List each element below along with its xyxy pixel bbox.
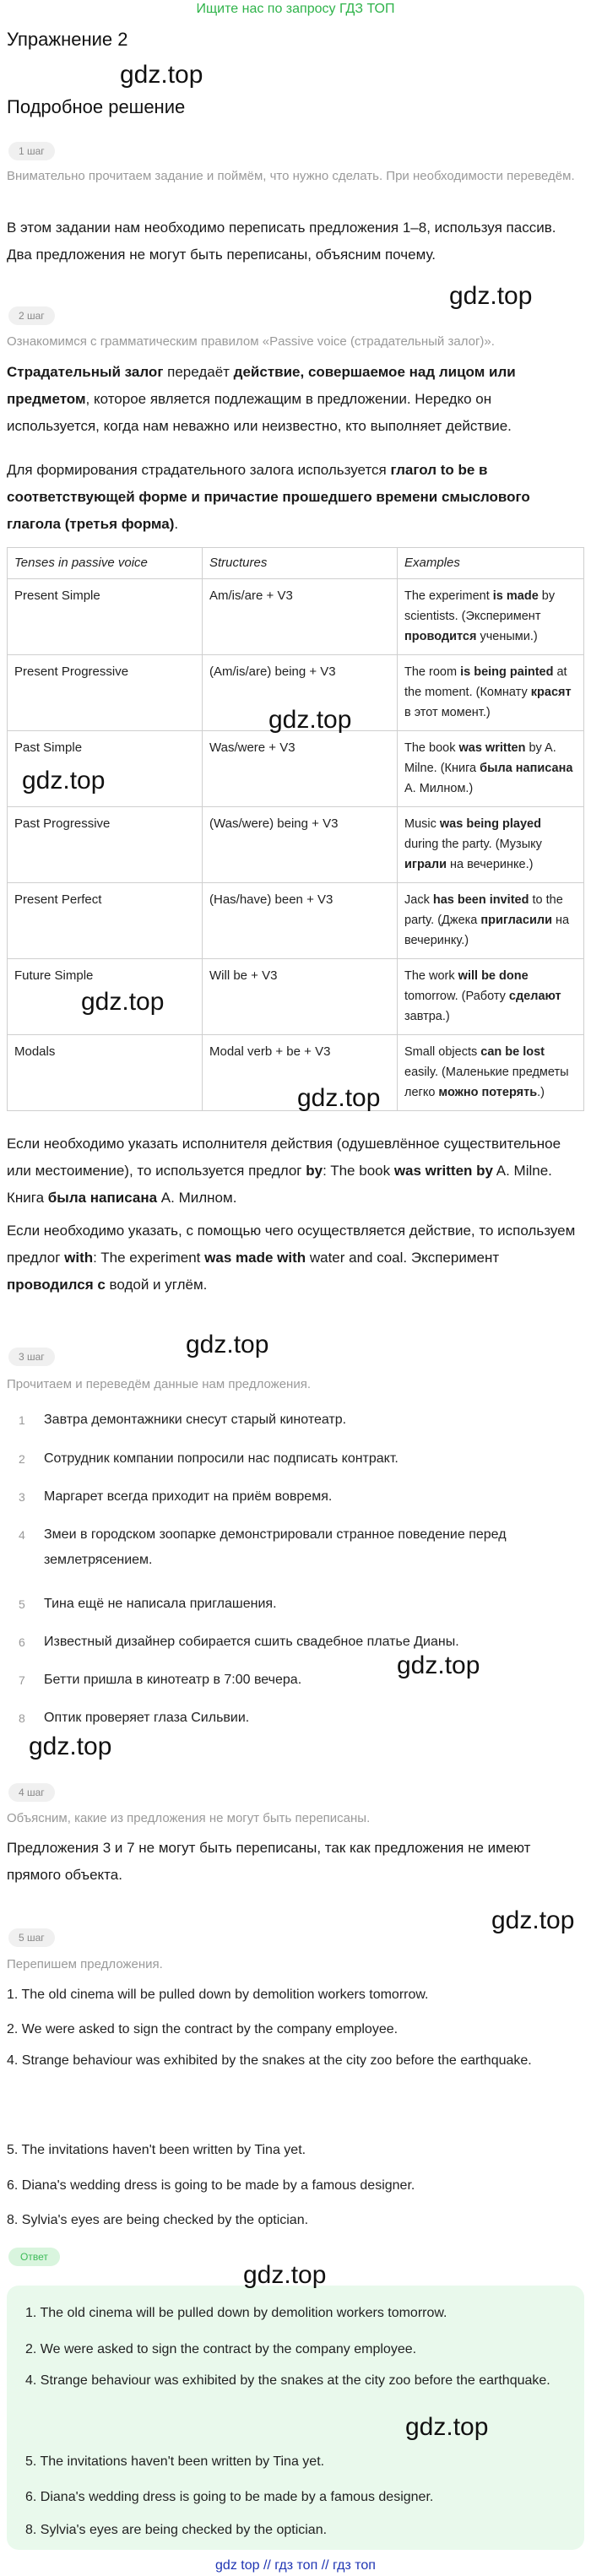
tense-cell: Present Perfect	[8, 883, 203, 959]
step-badge-5: 5 шаг	[8, 1928, 55, 1947]
example-cell: Music was being played during the party. (Музыку играли на вечеринке.)	[398, 807, 584, 883]
answer-sentence: 4. Strange behaviour was exhibited by the snakes at the city zoo before the earthquake.	[25, 2373, 550, 2388]
table-row	[8, 883, 584, 959]
watermark: gdz.top	[268, 706, 352, 734]
watermark: gdz.top	[297, 1084, 381, 1112]
step3-note: Прочитаем и переведём данные нам предложения.	[7, 1377, 311, 1391]
answer-sentence: 5. The invitations haven't been written by Tina yet.	[25, 2454, 325, 2469]
instrument-rule: Если необходимо указать, с помощью чего осуществляется действие, то используем предлог with: The experiment was made with water and coal. Эксперимент проводился с водой и углём.	[7, 1223, 576, 1293]
structure-cell: Am/is/are + V3	[203, 579, 398, 655]
agent-rule: Если необходимо указать исполнителя действия (одушевлённое существительное или местоимение), то используется предлог by: The book was written by A. Milne. Книга была написана А. Милном.	[7, 1136, 561, 1206]
rewritten-sentence: 6. Diana's wedding dress is going to be made by a famous designer.	[7, 2178, 415, 2193]
example-cell: The work will be done tomorrow. (Работу сделают завтра.)	[398, 959, 584, 1035]
watermark: gdz.top	[186, 1331, 269, 1359]
page-title: Упражнение 2	[7, 29, 128, 50]
tense-cell: Future Simple	[8, 959, 203, 1035]
table-row	[8, 1035, 584, 1111]
example-cell: The experiment is made by scientists. (Эксперимент проводится учеными.)	[398, 579, 584, 655]
promo-banner[interactable]: Ищите нас по запросу ГДЗ ТОП	[196, 2, 395, 16]
footer-links[interactable]: gdz top // гдз топ // гдз топ	[215, 2558, 376, 2573]
tense-cell: Present Progressive	[8, 655, 203, 731]
step4-text: Предложения 3 и 7 не могут быть переписаны, так как предложения не имеют прямого объекта.	[7, 1840, 531, 1883]
passive-definition: Страдательный залог передаёт действие, совершаемое над лицом или предметом, которое является подлежащим в предложении. Нередко он используется, когда нам неважно или неизвестно, кто выполняет действие.	[7, 364, 516, 434]
example-cell: Small objects can be lost easily. (Маленькие предметы легко можно потерять.)	[398, 1035, 584, 1111]
answer-badge: Ответ	[8, 2248, 60, 2266]
step4-note: Объясним, какие из предложения не могут быть переписаны.	[7, 1811, 371, 1825]
structure-cell: Will be + V3	[203, 959, 398, 1035]
step2-note: Ознакомимся с грамматическим правилом «Passive voice (страдательный залог)».	[7, 334, 495, 349]
watermark: gdz.top	[491, 1906, 575, 1934]
rewritten-sentence: 1. The old cinema will be pulled down by demolition workers tomorrow.	[7, 1988, 429, 2002]
example-cell: The book was written by A. Milne. (Книга была написана А. Милном.)	[398, 731, 584, 807]
section-title: Подробное решение	[7, 96, 186, 117]
step-badge-1: 1 шаг	[8, 142, 55, 160]
answer-sentence: 8. Sylvia's eyes are being checked by the optician.	[25, 2523, 328, 2537]
watermark: gdz.top	[243, 2261, 327, 2289]
passive-formation: Для формирования страдательного залога используется глагол to be в соответствующей форме и причастие прошедшего времени смыслового глагола (третья форма).	[7, 462, 530, 532]
watermark: gdz.top	[22, 767, 106, 794]
step1-note: Внимательно прочитаем задание и поймём, что нужно сделать. При необходимости переведём.	[7, 169, 575, 183]
structure-cell: Modal verb + be + V3	[203, 1035, 398, 1111]
answer-sentence: 6. Diana's wedding dress is going to be made by a famous designer.	[25, 2490, 434, 2504]
structure-cell: Was/were + V3	[203, 731, 398, 807]
rewritten-sentence: 2. We were asked to sign the contract by the company employee.	[7, 2022, 399, 2036]
answer-sentence: 1. The old cinema will be pulled down by demolition workers tomorrow.	[25, 2306, 447, 2320]
example-cell: Jack has been invited to the party. (Джека пригласили на вечеринку.)	[398, 883, 584, 959]
tense-cell: Modals	[8, 1035, 203, 1111]
table-row	[8, 579, 584, 655]
tense-cell: Past Simple	[8, 731, 203, 807]
watermark: gdz.top	[81, 988, 165, 1016]
structure-cell: (Has/have) been + V3	[203, 883, 398, 959]
step-badge-3: 3 шаг	[8, 1348, 55, 1366]
structure-cell: (Was/were) being + V3	[203, 807, 398, 883]
rewritten-sentence: 5. The invitations haven't been written by Tina yet.	[7, 2143, 306, 2157]
table-row	[8, 807, 584, 883]
watermark: gdz.top	[29, 1733, 112, 1760]
watermark: gdz.top	[449, 282, 533, 310]
watermark: gdz.top	[120, 61, 203, 89]
passive-tenses-table	[7, 547, 584, 1111]
table-header-row	[8, 548, 584, 579]
tense-cell: Present Simple	[8, 579, 203, 655]
structure-cell: (Am/is/are) being + V3	[203, 655, 398, 731]
table-header: Structures	[203, 548, 398, 579]
tense-cell: Past Progressive	[8, 807, 203, 883]
step-badge-2: 2 шаг	[8, 306, 55, 325]
rewritten-sentence: 4. Strange behaviour was exhibited by the snakes at the city zoo before the earthquake.	[7, 2053, 532, 2068]
step-badge-4: 4 шаг	[8, 1783, 55, 1802]
step5-note: Перепишем предложения.	[7, 1957, 163, 1971]
step1-text: В этом задании нам необходимо переписать предложения 1–8, используя пассив. Два предложения не могут быть переписаны, объясним почему.	[7, 220, 556, 263]
table-header: Tenses in passive voice	[8, 548, 203, 579]
rewritten-sentence: 8. Sylvia's eyes are being checked by the optician.	[7, 2213, 309, 2227]
watermark: gdz.top	[405, 2413, 489, 2441]
table-header: Examples	[398, 548, 584, 579]
example-cell: The room is being painted at the moment. (Комнату красят в этот момент.)	[398, 655, 584, 731]
answer-sentence: 2. We were asked to sign the contract by the company employee.	[25, 2342, 417, 2356]
watermark: gdz.top	[397, 1651, 480, 1679]
